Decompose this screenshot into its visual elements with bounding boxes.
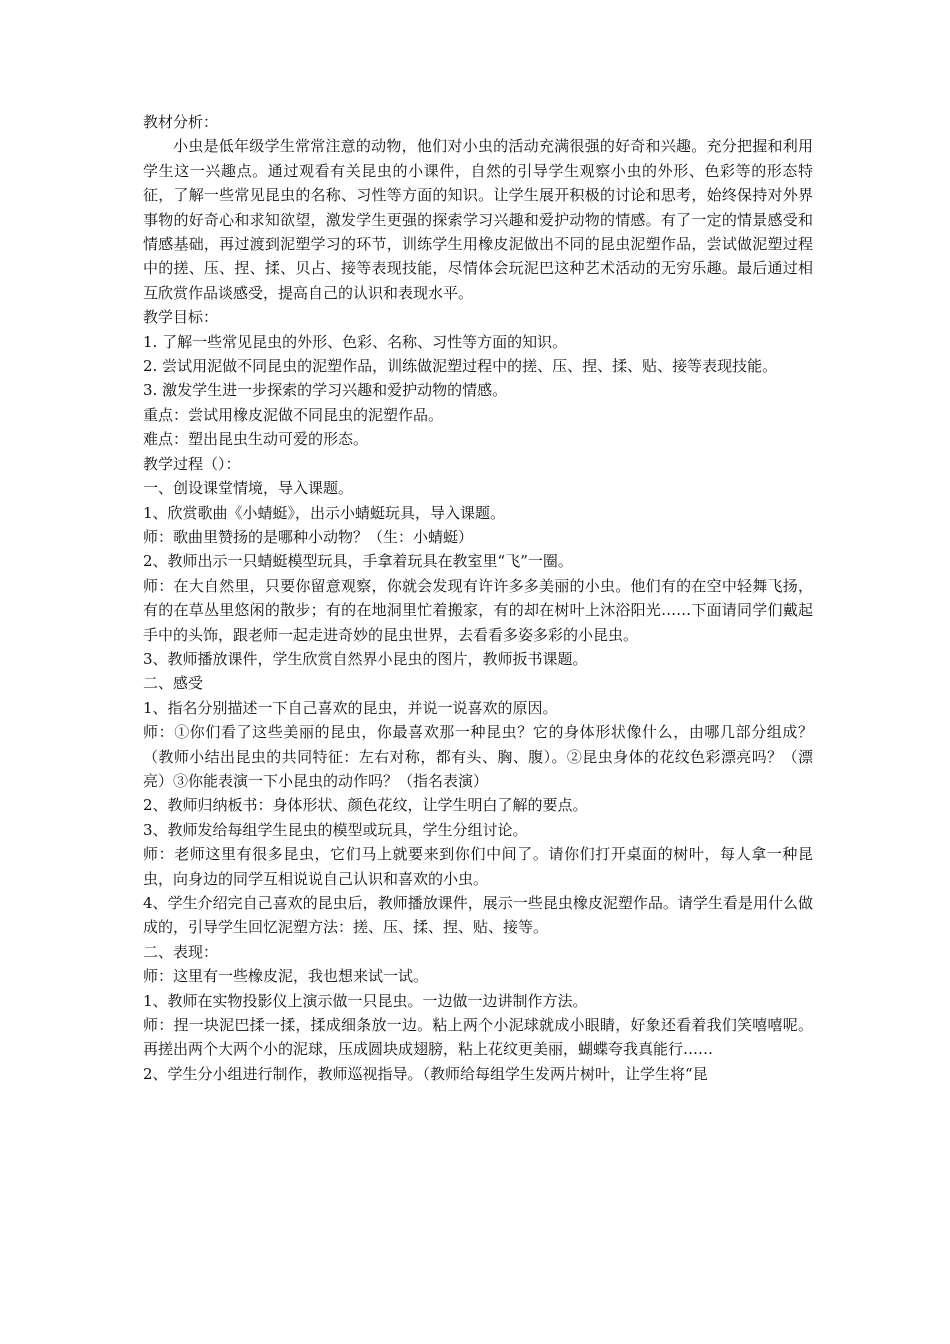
paragraph: 3. 激发学生进一步探索的学习兴趣和爱护动物的情感。 — [143, 381, 508, 400]
paragraph: 师：捏一块泥巴揉一揉，揉成细条放一边。粘上两个小泥球就成小眼睛，好象还看着我们笑嘻嘻呢。再搓出两个大两个小的泥球，压成圆块成翅膀，粘上花纹更美丽，蝴蝶夸我真能行…… — [143, 1016, 813, 1059]
paragraph: 教材分析： — [143, 113, 219, 131]
paragraph: 师：老师这里有很多昆虫，它们马上就要来到你们中间了。请你们打开桌面的树叶，每人拿一种昆虫，向身边的同学互相说说自己认识和喜欢的小虫。 — [143, 845, 813, 888]
paragraph: 2、教师出示一只蜻蜓模型玩具，手拿着玩具在教室里“飞”一圈。 — [143, 552, 573, 571]
paragraph: 小虫是低年级学生常常注意的动物，他们对小虫的活动充满很强的好奇和兴趣。充分把握和利用学生这一兴趣点。通过观看有关昆虫的小课件，自然的引导学生观察小虫的外形、色彩等的形态特征，了解一些常见昆虫的名称、习性等方面的知识。让学生展开积极的讨论和思考，始终保持对外界事物的好奇心和求知欲望，激发学生更强的探索学习兴趣和爱护动物的情感。有了一定的情景感受和情感基础，再过渡到泥塑学习的环节，训练学生用橡皮泥做出不同的昆虫泥塑作品，尝试做泥塑过程中的搓、压、捏、揉、贝占、接等表现技能，尽情体会玩泥巴这种艺术活动的无穷乐趣。最后通过相互欣赏作品谈感受，提高自己的认识和表现水平。 — [143, 137, 813, 302]
paragraph: 师：歌曲里赞扬的是哪种小动物？（生：小蜻蜓） — [143, 527, 474, 546]
paragraph: 教学目标： — [143, 308, 219, 327]
paragraph: 难点：塑出昆虫生动可爱的形态。 — [143, 430, 369, 449]
paragraph: 2. 尝试用泥做不同昆虫的泥塑作品，训练做泥塑过程中的搓、压、捏、揉、贴、接等表现技能。 — [143, 357, 778, 376]
paragraph: 2、学生分小组进行制作，教师巡视指导。（教师给每组学生发两片树叶，让学生将“昆 — [143, 1064, 708, 1083]
paragraph: 1. 了解一些常见昆虫的外形、色彩、名称、习性等方面的知识。 — [143, 332, 568, 351]
paragraph: 4、学生介绍完自己喜欢的昆虫后，教师播放课件，展示一些昆虫橡皮泥塑作品。请学生看是用什么做成的，引导学生回忆泥塑方法：搓、压、揉、捏、贴、接等。 — [143, 894, 813, 937]
paragraph: 一、创设课堂情境，导入课题。 — [143, 479, 354, 498]
paragraph: 师：在大自然里，只要你留意观察，你就会发现有许许多多美丽的小虫。他们有的在空中轻舞飞扬，有的在草丛里悠闲的散步；有的在地洞里忙着搬家，有的却在树叶上沐浴阳光……下面请同学们戴起手中的头饰，跟老师一起走进奇妙的昆虫世界，去看看多姿多彩的小昆虫。 — [143, 576, 813, 644]
paragraph: 1、欣赏歌曲《小蜻蜓》，出示小蜻蜓玩具，导入课题。 — [143, 503, 506, 522]
document-body — [143, 110, 813, 1086]
paragraph: 二、感受 — [143, 674, 204, 693]
paragraph: 师：这里有一些橡皮泥，我也想来试一试。 — [143, 967, 429, 986]
paragraph: 2、教师归纳板书：身体形状、颜色花纹，让学生明白了解的要点。 — [143, 796, 588, 815]
paragraph: 1、指名分别描述一下自己喜欢的昆虫，并说一说喜欢的原因。 — [143, 698, 558, 717]
paragraph: 重点：尝试用橡皮泥做不同昆虫的泥塑作品。 — [143, 405, 444, 424]
paragraph: 师：①你们看了这些美丽的昆虫，你最喜欢那一种昆虫？它的身体形状像什么，由哪几部分组成？（教师小结出昆虫的共同特征：左右对称，都有头、胸、腹）。②昆虫身体的花纹色彩漂亮吗？（漂亮）③你能表演一下小昆虫的动作吗？（指名表演） — [143, 723, 813, 790]
paragraph: 二、表现： — [143, 942, 219, 961]
paragraph: 3、教师发给每组学生昆虫的模型或玩具，学生分组讨论。 — [143, 820, 528, 839]
paragraph: 3、教师播放课件，学生欣赏自然界小昆虫的图片，教师扳书课题。 — [143, 649, 588, 668]
paragraph: 1、教师在实物投影仪上演示做一只昆虫。一边做一边讲制作方法。 — [143, 991, 588, 1010]
paragraph: 教学过程（）： — [143, 454, 241, 473]
